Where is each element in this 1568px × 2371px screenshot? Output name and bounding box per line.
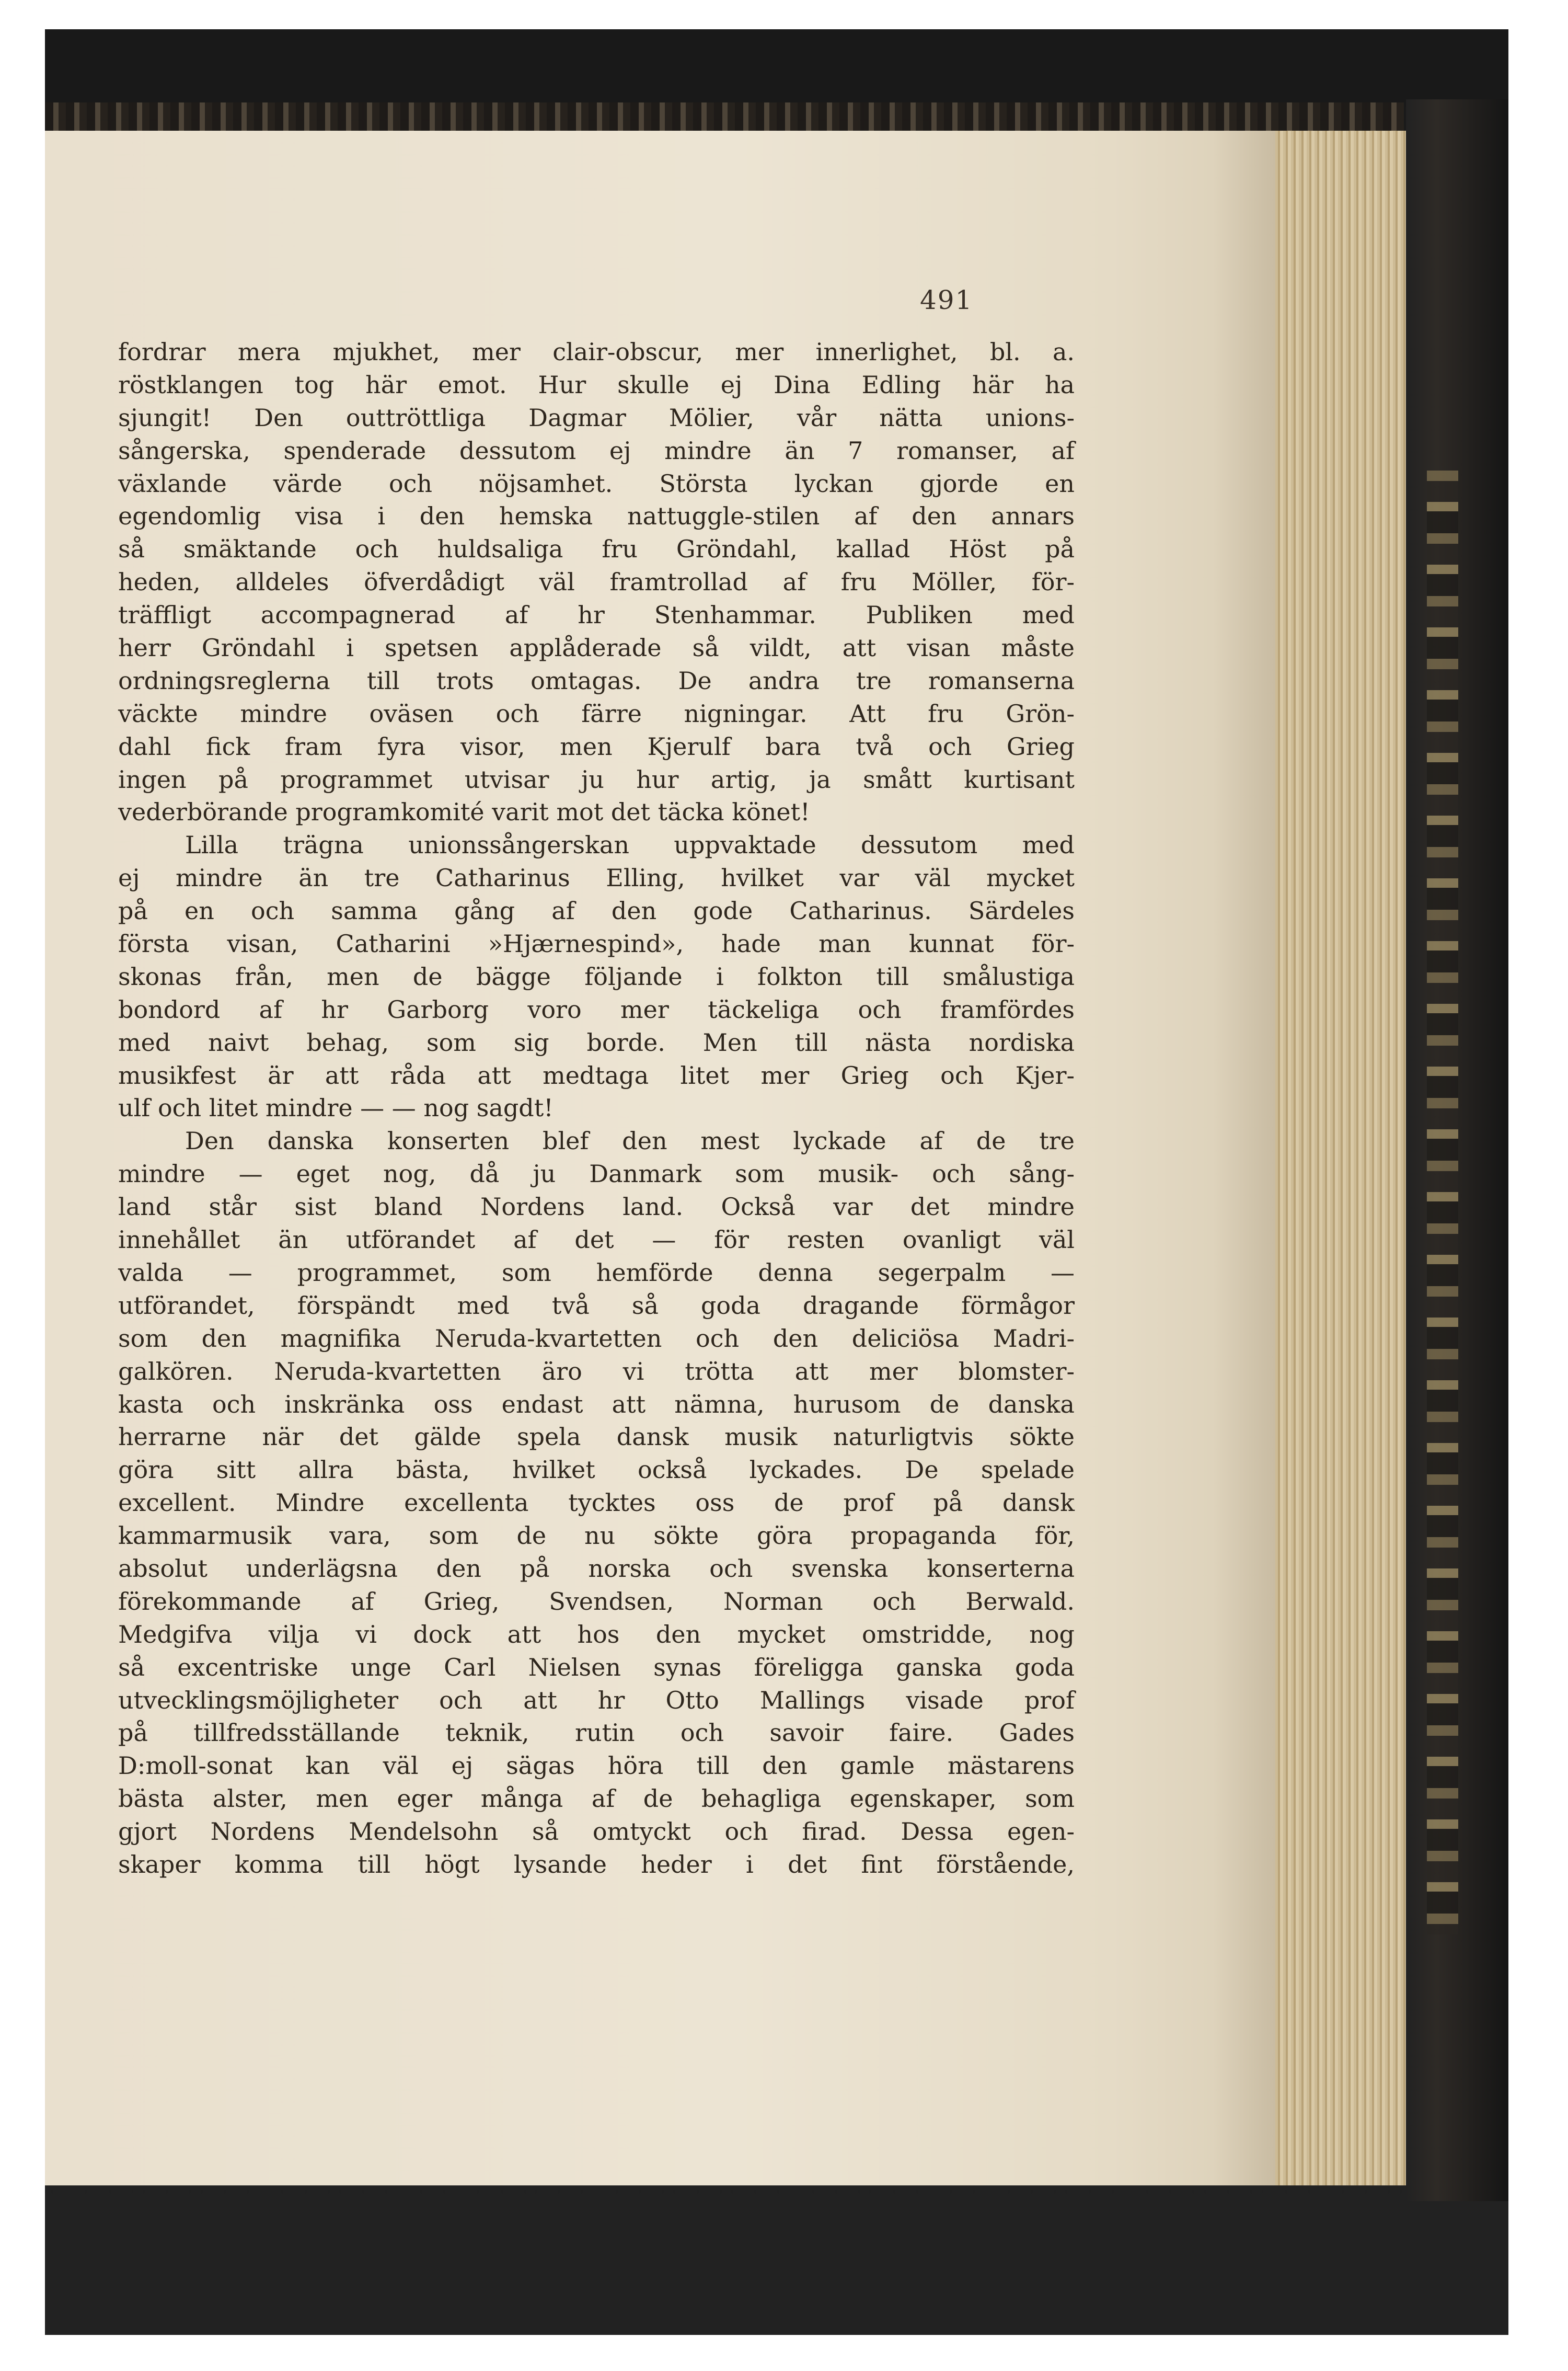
text-line: väckte mindre oväsen och färre nigningar. Att fru Grön- bbox=[118, 699, 1075, 728]
text-line: mindre — eget nog, då ju Danmark som musik- och sång- bbox=[118, 1160, 1075, 1188]
text-line: utförandet, förspändt med två så goda dragande förmågor bbox=[118, 1291, 1075, 1320]
text-line: Medgifva vilja vi dock att hos den mycket omstridde, nog bbox=[118, 1620, 1075, 1648]
binding-gilt-pattern bbox=[1427, 471, 1458, 1934]
text-line: egendomlig visa i den hemska nattuggle-stilen af den annars bbox=[118, 502, 1075, 531]
text-line: så excentriske unge Carl Nielsen synas föreligga ganska goda bbox=[118, 1653, 1075, 1681]
text-line: Den danska konserten blef den mest lyckade af de tre bbox=[185, 1127, 1075, 1155]
text-line: bästa alster, men eger många af de behagliga egenskaper, som bbox=[118, 1784, 1075, 1813]
text-line: röstklangen tog här emot. Hur skulle ej Dina Edling här ha bbox=[118, 370, 1075, 399]
text-line: ordningsreglerna till trots omtagas. De andra tre romanserna bbox=[118, 666, 1075, 695]
text-line: ulf och litet mindre — — nog sagdt! bbox=[118, 1094, 554, 1122]
text-line: gjort Nordens Mendelsohn så omtyckt och firad. Dessa egen- bbox=[118, 1817, 1075, 1846]
text-line: Lilla trägna unionssångerskan uppvaktade dessutom med bbox=[185, 831, 1075, 860]
text-line: träffligt accompagnerad af hr Stenhammar. Publiken med bbox=[118, 601, 1075, 629]
text-line: herrarne när det gälde spela dansk musik naturligtvis sökte bbox=[118, 1423, 1075, 1451]
text-line: skonas från, men de bägge följande i folkton till smålustiga bbox=[118, 962, 1075, 991]
text-line: valda — programmet, som hemförde denna segerpalm — bbox=[118, 1258, 1075, 1287]
page-stack-edge bbox=[1275, 131, 1406, 2185]
page-number: 491 bbox=[920, 285, 973, 315]
text-line: galkören. Neruda-kvartetten äro vi trötta att mer blomster- bbox=[118, 1357, 1075, 1385]
text-line: land står sist bland Nordens land. Också var det mindre bbox=[118, 1193, 1075, 1221]
text-line: vederbörande programkomité varit mot det täcka könet! bbox=[118, 798, 810, 827]
text-line: heden, alldeles öfverdådigt väl framtrollad af fru Möller, för- bbox=[118, 568, 1075, 597]
text-line: på en och samma gång af den gode Catharinus. Särdeles bbox=[118, 897, 1075, 925]
text-line: så smäktande och huldsaliga fru Gröndahl, kallad Höst på bbox=[118, 535, 1075, 564]
text-line: utvecklingsmöjligheter och att hr Otto Mallings visade prof bbox=[118, 1686, 1075, 1714]
text-line: förekommande af Grieg, Svendsen, Norman och Berwald. bbox=[118, 1587, 1075, 1616]
text-line: första visan, Catharini »Hjærnespind», hade man kunnat för- bbox=[118, 930, 1075, 958]
text-line: ej mindre än tre Catharinus Elling, hvilket var väl mycket bbox=[118, 864, 1075, 892]
book-top-edge bbox=[45, 102, 1404, 134]
text-line: D:moll-sonat kan väl ej sägas höra till den gamle mästarens bbox=[118, 1751, 1075, 1780]
text-line: ingen på programmet utvisar ju hur artig, ja smått kurtisant bbox=[118, 765, 1075, 794]
text-line: herr Gröndahl i spetsen applåderade så vildt, att visan måste bbox=[118, 634, 1075, 662]
text-line: med naivt behag, som sig borde. Men till nästa nordiska bbox=[118, 1028, 1075, 1057]
text-line: absolut underlägsna den på norska och svenska konserterna bbox=[118, 1554, 1075, 1583]
text-line: dahl fick fram fyra visor, men Kjerulf bara två och Grieg bbox=[118, 732, 1075, 761]
text-line: på tillfredsställande teknik, rutin och savoir faire. Gades bbox=[118, 1719, 1075, 1747]
text-line: skaper komma till högt lysande heder i det fint förstående, bbox=[118, 1850, 1075, 1879]
text-line: bondord af hr Garborg voro mer täckeliga och framfördes bbox=[118, 995, 1075, 1024]
text-line: sjungit! Den outtröttliga Dagmar Mölier, vår nätta unions- bbox=[118, 403, 1075, 432]
text-line: innehållet än utförandet af det — för resten ovanligt väl bbox=[118, 1225, 1075, 1254]
text-line: växlande värde och nöjsamhet. Största lyckan gjorde en bbox=[118, 469, 1075, 498]
text-body bbox=[118, 336, 1075, 1881]
text-line: kammarmusik vara, som de nu sökte göra propaganda för, bbox=[118, 1521, 1075, 1550]
text-line: fordrar mera mjukhet, mer clair-obscur, mer innerlighet, bl. a. bbox=[118, 338, 1075, 366]
text-line: som den magnifika Neruda-kvartetten och den deliciösa Madri- bbox=[118, 1324, 1075, 1353]
text-line: musikfest är att råda att medtaga litet mer Grieg och Kjer- bbox=[118, 1061, 1075, 1090]
text-line: kasta och inskränka oss endast att nämna, hurusom de danska bbox=[118, 1390, 1075, 1418]
text-line: excellent. Mindre excellenta tycktes oss de prof på dansk bbox=[118, 1488, 1075, 1517]
text-line: göra sitt allra bästa, hvilket också lyckades. De spelade bbox=[118, 1456, 1075, 1484]
text-line: sångerska, spenderade dessutom ej mindre än 7 romanser, af bbox=[118, 436, 1075, 465]
